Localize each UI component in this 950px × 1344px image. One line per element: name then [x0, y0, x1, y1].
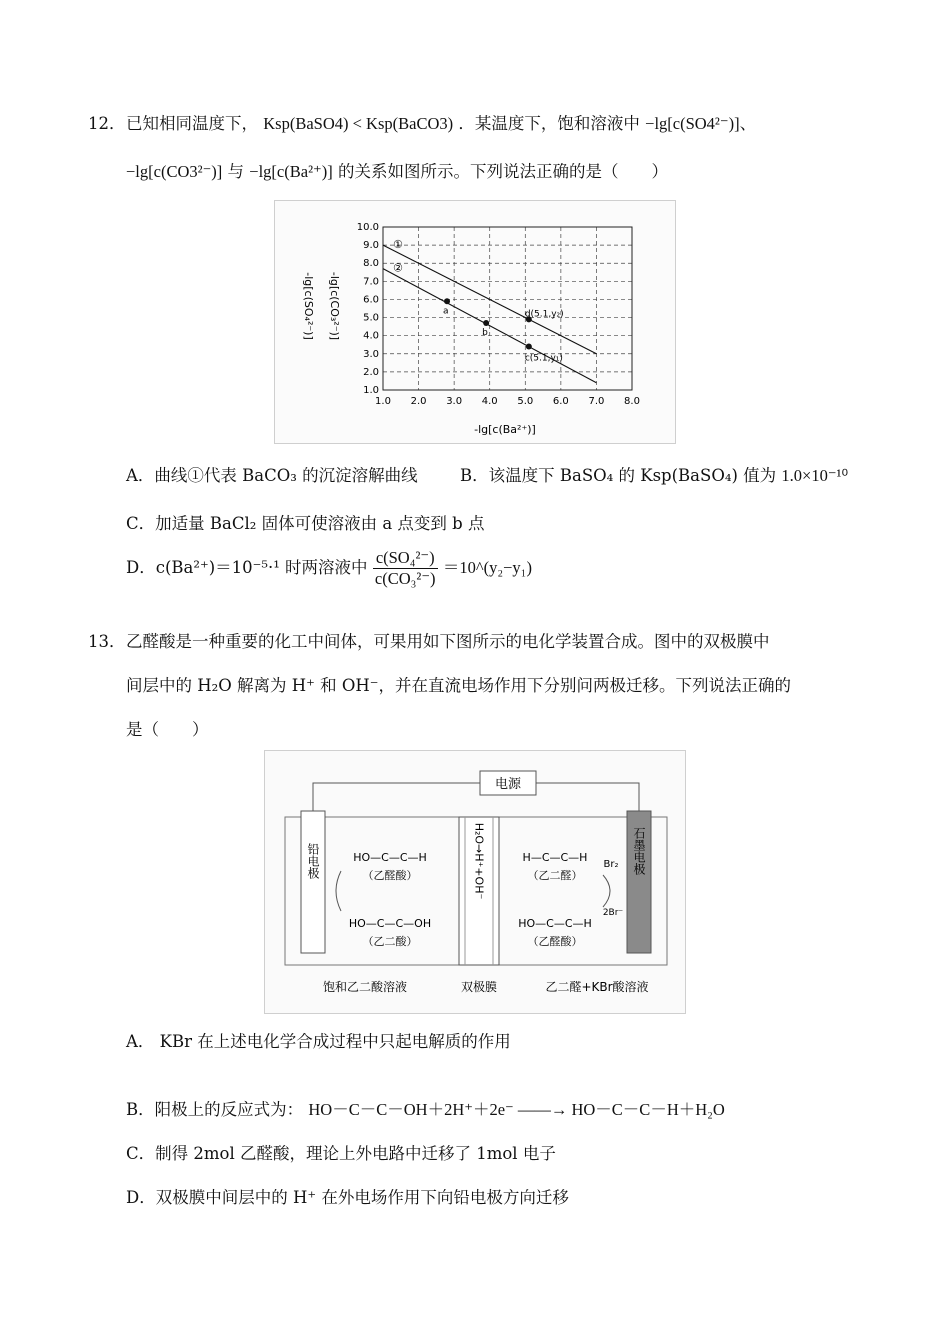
left-conversion-arrow — [336, 871, 341, 911]
x-tick-label: 7.0 — [588, 396, 605, 407]
fraction-denominator: c(CO₃²⁻) — [374, 568, 436, 588]
question-13-line-1: 乙醛酸是一种重要的化工中间体，可果用如下图所示的电化学装置合成。图中的双极膜中 — [126, 632, 770, 651]
q12-expr-carbonate: −lg[c(CO3²⁻)] — [126, 162, 223, 181]
q12-tail: 的关系如图所示。下列说法正确的是（ ） — [337, 162, 668, 181]
x-tick-label: 3.0 — [446, 396, 463, 407]
left-top-formula: HO—C—C—H — [353, 851, 427, 864]
electrochem-cell-diagram — [265, 751, 685, 1013]
y-tick-label: 8.0 — [363, 258, 379, 270]
x-tick-label: 2.0 — [410, 396, 427, 407]
right-top-formula: H—C—C—H — [522, 851, 588, 864]
series-line-1 — [383, 245, 596, 354]
x-tick-label: 6.0 — [552, 396, 569, 407]
lead-electrode — [301, 811, 325, 953]
y-tick-label: 4.0 — [363, 330, 379, 342]
bromide-label: 2Br⁻ — [602, 908, 624, 918]
q12-ksp-relation: Ksp(BaSO4) < Ksp(BaCO3) — [263, 114, 454, 133]
left-bottom-name: （乙二酸） — [362, 935, 418, 948]
question-12-line-2 — [126, 158, 668, 182]
q12-expr-sulfate: −lg[c(SO4²⁻)]、 — [645, 114, 757, 133]
bottom-label-mid: 双极膜 — [460, 980, 498, 994]
solubility-chart-figure — [274, 200, 676, 444]
data-point — [526, 344, 532, 350]
bottom-label-left: 饱和乙二酸溶液 — [322, 980, 408, 994]
q12-option-c: C．加适量 BaCl₂ 固体可使溶液由 a 点变到 b 点 — [126, 514, 485, 533]
q12-intro2: ．某温度下，饱和溶液中 — [458, 114, 640, 133]
q13-option-c: C．制得 2mol 乙醛酸，理论上外电路中迁移了 1mol 电子 — [126, 1144, 556, 1163]
y-tick-label: 10.0 — [356, 222, 379, 233]
question-13-line-3: 是（ ） — [126, 720, 209, 739]
x-tick-label: 1.0 — [375, 396, 391, 407]
fraction-numerator: c(SO₄²⁻) — [373, 548, 438, 569]
q12-option-d — [126, 548, 532, 589]
question-12-number: 12． — [88, 114, 126, 133]
lead-electrode-label: 铅电极 — [306, 843, 320, 879]
question-12-line-1 — [126, 110, 756, 134]
q12-option-d-value: ＝10^(y₂−y₁) — [442, 557, 532, 577]
y-tick-label: 5.0 — [363, 312, 379, 324]
q12-option-d-text: D．c(Ba²⁺)＝10⁻⁵·¹ 时两溶液中 — [126, 557, 368, 577]
membrane-reaction-label: H₂O→H⁺+OH⁻ — [472, 822, 486, 900]
q13-option-a: A． KBr 在上述电化学合成过程中只起电解质的作用 — [126, 1032, 511, 1051]
q13-option-b-text: B．阳极上的反应式为： — [126, 1100, 304, 1119]
right-bottom-formula: HO—C—C—H — [518, 917, 592, 930]
bottom-label-right: 乙二醛+KBr酸溶液 — [545, 980, 649, 994]
q12-expr-barium: −lg[c(Ba²⁺)] — [249, 162, 333, 181]
right-bottom-name: （乙醛酸） — [527, 935, 583, 948]
bromine-cycle-arrow — [603, 875, 610, 907]
left-bottom-formula: HO—C—C—OH — [348, 917, 432, 930]
q12-option-d-fraction — [373, 548, 438, 589]
q12-option-b-value: 1.0×10⁻¹⁰ — [781, 466, 849, 485]
q13-option-d: D．双极膜中间层中的 H⁺ 在外电场作用下向铅电极方向迁移 — [126, 1188, 569, 1207]
q12-option-b-text: B．该温度下 BaSO₄ 的 Ksp(BaSO₄) 值为 — [460, 466, 777, 485]
y-tick-label: 1.0 — [363, 385, 379, 396]
graphite-electrode-label: 石墨电极 — [632, 827, 646, 875]
power-source-label: 电源 — [494, 777, 522, 792]
electrochem-cell-figure — [264, 750, 686, 1014]
wire-left — [313, 783, 480, 811]
question-13-number: 13． — [88, 632, 126, 651]
right-top-name: （乙二醛） — [527, 869, 583, 882]
x-tick-label: 5.0 — [517, 396, 534, 407]
x-axis-label: -lg[c(Ba²⁺)] — [474, 423, 536, 436]
series-label-1: ① — [393, 238, 403, 252]
x-tick-label: 8.0 — [624, 396, 640, 407]
y-axis-label-carbonate: -lg[c(CO₃²⁻)] — [328, 271, 341, 341]
y-tick-label: 3.0 — [363, 348, 379, 360]
y-axis-label-sulfate: -lg[c(SO₄²⁻)] — [302, 272, 315, 340]
data-point-label: b — [482, 327, 488, 338]
q12-option-a: A．曲线①代表 BaCO₃ 的沉淀溶解曲线 — [126, 466, 418, 485]
left-top-name: （乙醛酸） — [362, 869, 418, 882]
q12-intro: 已知相同温度下， — [126, 114, 258, 133]
data-point — [444, 298, 450, 304]
data-point-label: c(5.1,y₁) — [524, 353, 563, 364]
q12-and: 与 — [227, 162, 245, 181]
y-tick-label: 6.0 — [363, 294, 379, 306]
data-point — [483, 320, 489, 326]
solubility-chart — [275, 201, 675, 443]
q12-option-b — [460, 462, 848, 486]
q13-option-b-equation: HO－C－C－OH＋2H⁺＋2e⁻ ——→ HO－C－C－H＋H₂O — [308, 1100, 725, 1119]
y-tick-label: 9.0 — [363, 240, 379, 252]
question-13-line-2: 间层中的 H₂O 解离为 H⁺ 和 OH⁻，并在直流电场作用下分别问两极迁移。下列说法正确的 — [126, 676, 791, 695]
bromine-label: Br₂ — [603, 859, 619, 870]
wire-right — [536, 783, 639, 811]
y-tick-label: 2.0 — [363, 366, 379, 378]
x-tick-label: 4.0 — [481, 396, 498, 407]
data-point-label: d(5.1,y₂) — [524, 309, 564, 320]
series-label-2: ② — [393, 261, 403, 275]
q13-option-b — [126, 1096, 725, 1120]
y-tick-label: 7.0 — [363, 276, 379, 288]
data-point-label: a — [443, 306, 449, 317]
